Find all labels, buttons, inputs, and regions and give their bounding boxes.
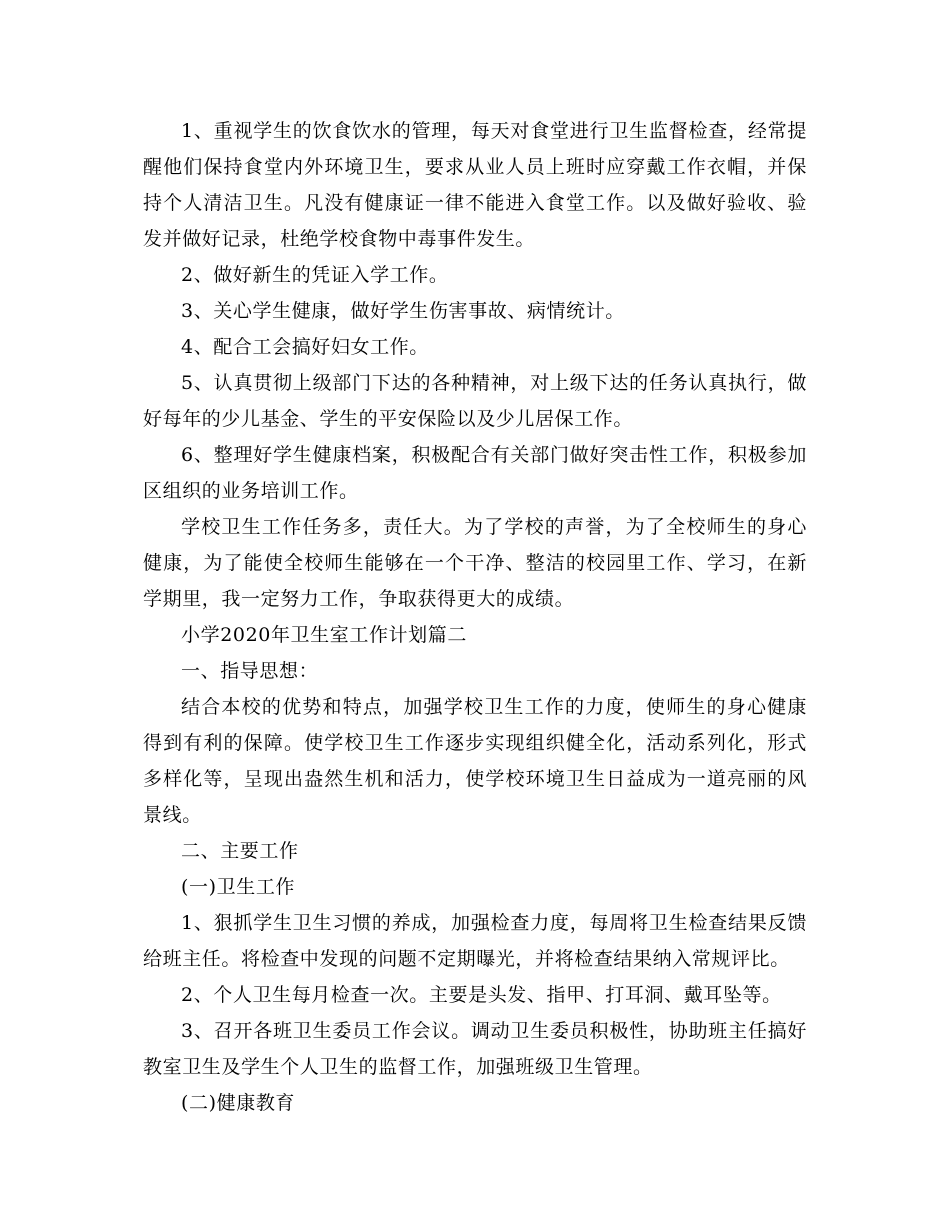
paragraph-health-records: 6、整理好学生健康档案，积极配合有关部门做好突击性工作，积极参加区组织的业务培训工作。 (143, 444, 807, 502)
paragraph-hygiene-habits: 1、狠抓学生卫生习惯的养成，加强检查力度，每周将卫生检查结果反馈给班主任。将检查中发现的问题不定期曝光，并将检查结果纳入常规评比。 (143, 912, 807, 970)
heading-main-work: 二、主要工作 (181, 840, 299, 862)
subheading-hygiene-work: (一)卫生工作 (181, 876, 296, 898)
paragraph-canteen-hygiene: 1、重视学生的饮食饮水的管理，每天对食堂进行卫生监督检查，经常提醒他们保持食堂内外环境卫生，要求从业人员上班时应穿戴工作衣帽，并保持个人清洁卫生。凡没有健康证一律不能进入食堂工作。以及做好验收、验发并做好记录，杜绝学校食物中毒事件发生。 (143, 120, 807, 250)
document-body (143, 113, 807, 1121)
paragraph-implement-directives: 5、认真贯彻上级部门下达的各种精神，对上级下达的任务认真执行，做好每年的少儿基金、学生的平安保险以及少儿居保工作。 (143, 372, 807, 430)
paragraph-guiding-ideology: 结合本校的优势和特点，加强学校卫生工作的力度，使师生的身心健康得到有利的保障。使学校卫生工作逐步实现组织健全化，活动系列化，形式多样化等，呈现出盎然生机和活力，使学校环境卫生日益成为一道亮丽的风景线。 (143, 696, 807, 826)
subheading-health-education: (二)健康教育 (181, 1092, 296, 1114)
paragraph-union-women-work: 4、配合工会搞好妇女工作。 (181, 336, 429, 358)
heading-guiding-ideology: 一、指导思想： (181, 660, 319, 682)
paragraph-student-health: 3、关心学生健康，做好学生伤害事故、病情统计。 (181, 300, 625, 322)
paragraph-new-student-enrollment: 2、做好新生的凭证入学工作。 (181, 264, 449, 286)
section-title: 小学2020年卫生室工作计划篇二 (181, 624, 467, 646)
paragraph-summary: 学校卫生工作任务多，责任大。为了学校的声誉，为了全校师生的身心健康，为了能使全校师生能够在一个干净、整洁的校园里工作、学习，在新学期里，我一定努力工作，争取获得更大的成绩。 (143, 516, 807, 610)
paragraph-hygiene-committee: 3、召开各班卫生委员工作会议。调动卫生委员积极性，协助班主任搞好教室卫生及学生个人卫生的监督工作，加强班级卫生管理。 (143, 1020, 807, 1078)
paragraph-monthly-inspection: 2、个人卫生每月检查一次。主要是头发、指甲、打耳洞、戴耳坠等。 (181, 984, 782, 1006)
